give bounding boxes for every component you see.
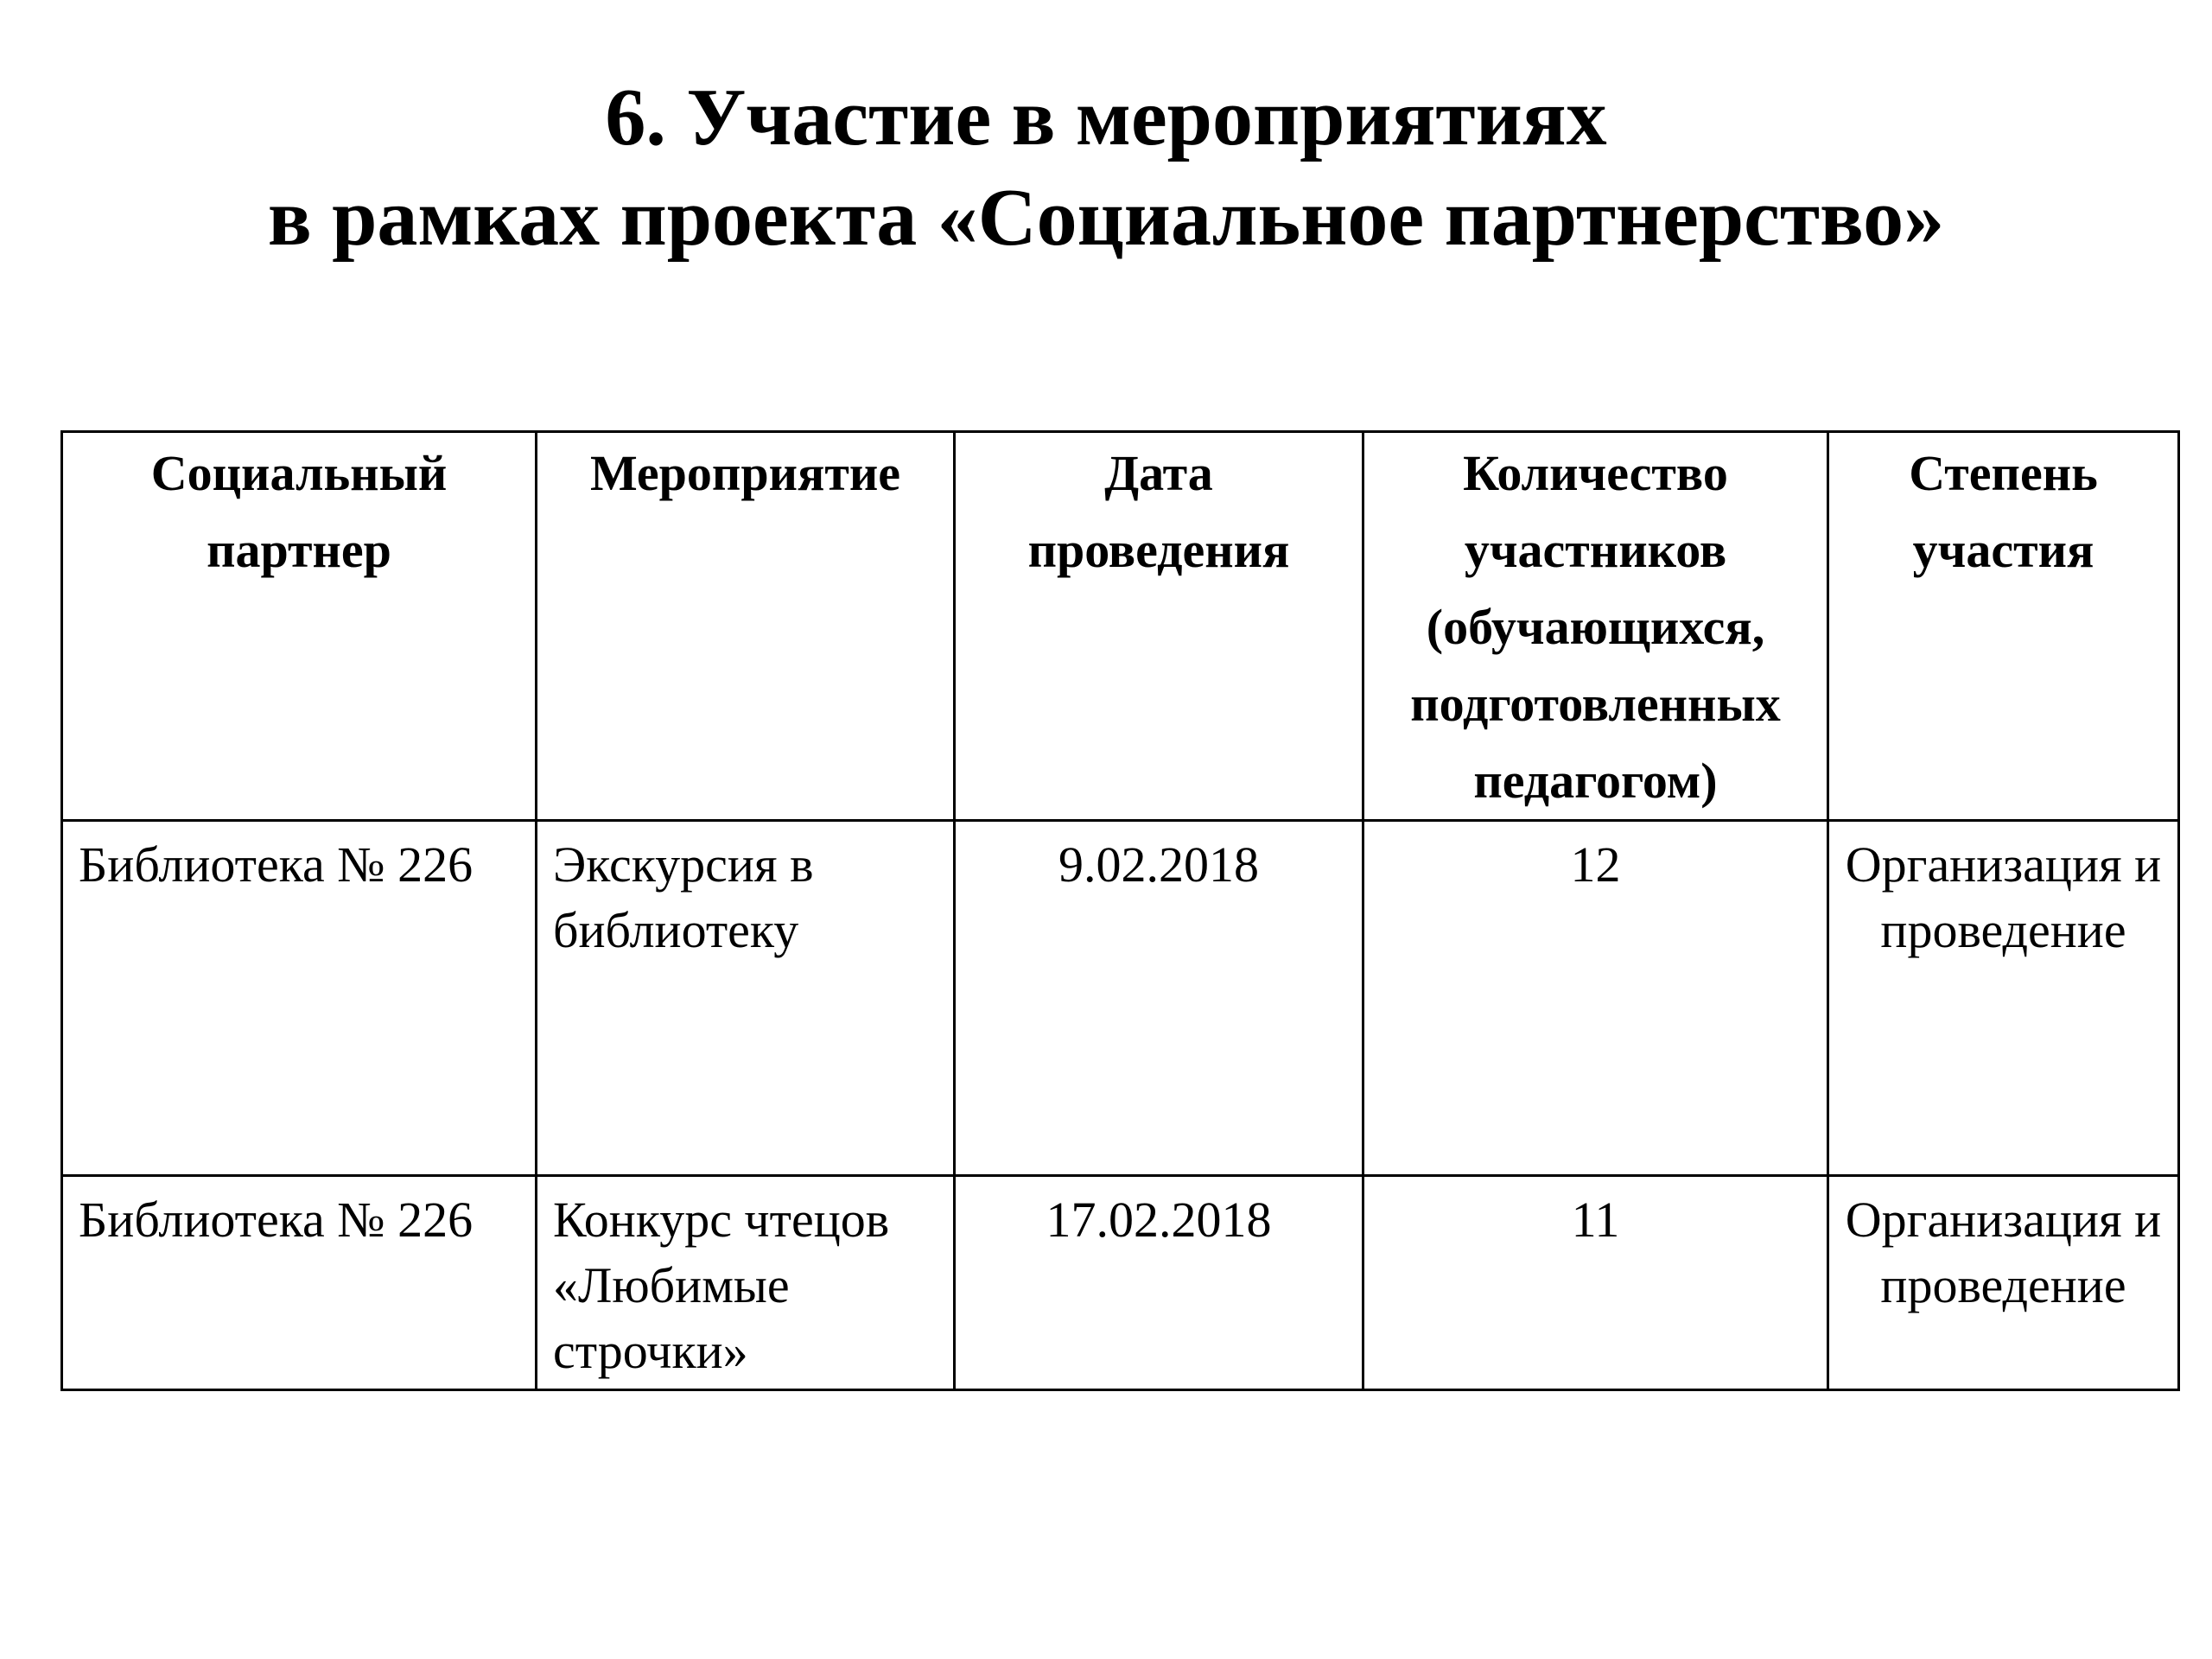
title-line-2: в рамках проекта «Социальное партнерство» — [267, 173, 1945, 263]
table-body — [62, 821, 2179, 1390]
header-row — [62, 432, 2179, 821]
cell-partner: Библиотека № 226 — [62, 821, 537, 1176]
header-degree: Степень участия — [1828, 432, 2179, 821]
cell-date: 9.02.2018 — [955, 821, 1363, 1176]
events-table — [60, 430, 2180, 1391]
cell-date: 17.02.2018 — [955, 1176, 1363, 1390]
cell-participants: 12 — [1363, 821, 1828, 1176]
page-title — [0, 67, 2212, 268]
header-partner: Социальный партнер — [62, 432, 537, 821]
cell-partner: Библиотека № 226 — [62, 1176, 537, 1390]
header-event: Мероприятие — [537, 432, 955, 821]
header-participants: Количество участников (обучающихся, подготовленных педагогом) — [1363, 432, 1828, 821]
table-header — [62, 432, 2179, 821]
cell-event: Конкурс чтецов «Любимые строчки» — [537, 1176, 955, 1390]
cell-participants: 11 — [1363, 1176, 1828, 1390]
table-row — [62, 821, 2179, 1176]
cell-event: Экскурсия в библиотеку — [537, 821, 955, 1176]
table-row — [62, 1176, 2179, 1390]
header-date: Дата проведения — [955, 432, 1363, 821]
cell-degree: Организация и проведение — [1828, 821, 2179, 1176]
cell-degree: Организация и проведение — [1828, 1176, 2179, 1390]
title-line-1: 6. Участие в мероприятиях — [605, 73, 1607, 162]
